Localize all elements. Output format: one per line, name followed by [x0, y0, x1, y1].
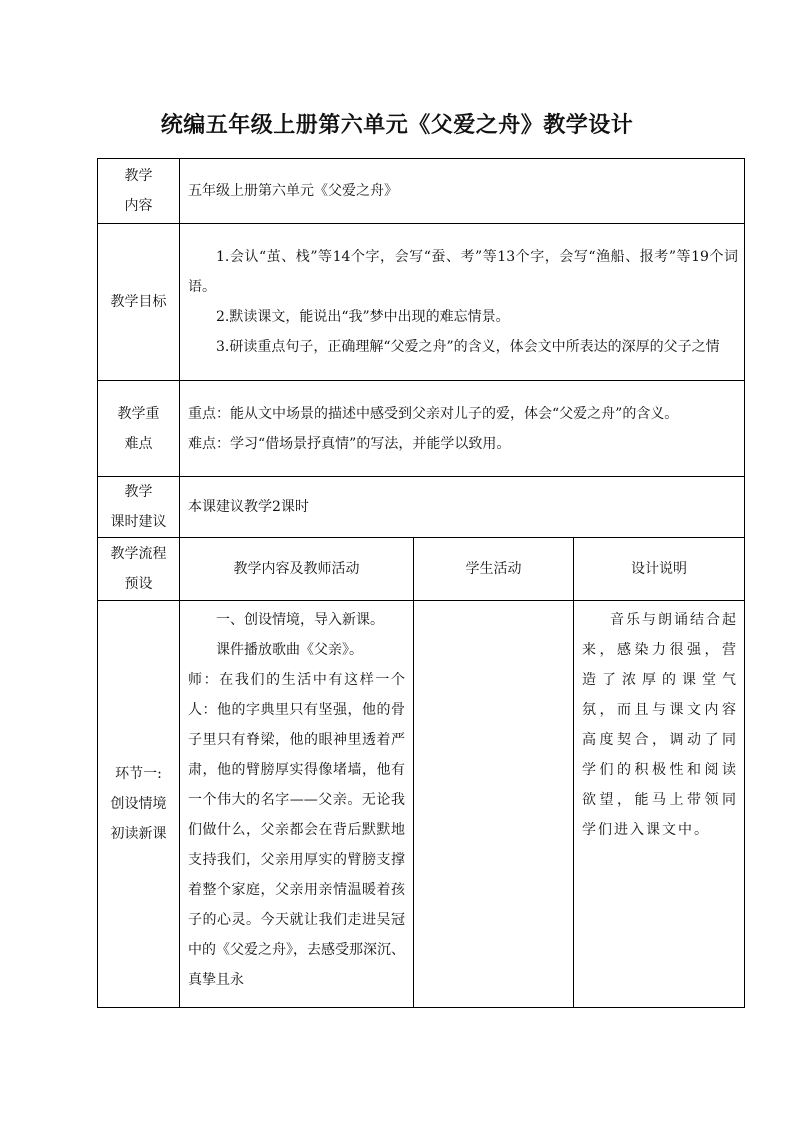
key-point-text: 重点：能从文中场景的描述中感受到父亲对儿子的爱，体会“父爱之舟”的含义。: [188, 405, 679, 422]
label-stage-one: 环节一: 创设情境 初读新课: [98, 601, 180, 1008]
value-teaching-content: 五年级上册第六单元《父爱之舟》: [180, 159, 745, 224]
row-teaching-goals: [98, 224, 745, 381]
column-header-student-activity: 学生活动: [414, 538, 574, 601]
row-stage-one: [98, 601, 745, 1008]
value-key-points: [180, 381, 745, 477]
stage-one-teacher-activity: [180, 601, 414, 1008]
label-key-points: 教学重 难点: [98, 381, 180, 477]
row-flow-header: [98, 538, 745, 601]
value-class-hours: 本课建议教学2课时: [180, 477, 745, 538]
document-title: 统编五年级上册第六单元《父爱之舟》教学设计: [160, 113, 634, 138]
label-teaching-content: 教学 内容: [98, 159, 180, 224]
label-teaching-goals: 教学目标: [98, 224, 180, 381]
row-teaching-content: [98, 159, 745, 224]
row-key-points: [98, 381, 745, 477]
label-teaching-flow: 教学流程 预设: [98, 538, 180, 601]
goal-item: 3.研读重点句子，正确理解“父爱之舟”的含义，体会文中所表达的深厚的父子之情: [216, 339, 720, 355]
stage-one-student-activity: [414, 601, 574, 1008]
stage-one-heading: 一、创设情境，导入新课。: [216, 612, 384, 628]
stage-one-body: 师：在我们的生活中有这样一个人：他的字典里只有坚强，他的骨子里只有脊梁，他的眼神里透着严肃，他的臂膀厚实得像堵墙，他有一个伟大的名字——父亲。无论我们做什么，父亲都会在背后默默地支持我们，父亲用厚实的臂膀支撑着整个家庭，父亲用亲情温暖着孩子的心灵。今天就让我们走进吴冠中的《父爱之舟》，去感受那深沉、真挚且永: [188, 672, 405, 988]
goal-item: 2.默读课文，能说出“我”梦中出现的难忘情景。: [216, 309, 510, 325]
difficult-point-text: 难点：学习“借场景抒真情”的写法，并能学以致用。: [188, 435, 511, 452]
goal-item: 1.会认“茧、栈”等14个字，会写“蚕、考”等13个字，会写“渔船、报考”等19个词语。: [188, 249, 738, 295]
stage-one-sub: 课件播放歌曲《父亲》。: [216, 642, 363, 658]
stage-one-design-notes: 音乐与朗诵结合起来，感染力很强，营造了浓厚的课堂气氛，而且与课文内容高度契合，调动了同学们的积极性和阅读欲望，能马上带领同学们进入课文中。: [574, 601, 745, 1008]
column-header-teacher-activity: 教学内容及教师活动: [180, 538, 414, 601]
lesson-plan-table: [97, 158, 745, 1008]
label-class-hours: 教学 课时建议: [98, 477, 180, 538]
value-teaching-goals: [180, 224, 745, 381]
column-header-design-notes: 设计说明: [574, 538, 745, 601]
row-class-hours: [98, 477, 745, 538]
